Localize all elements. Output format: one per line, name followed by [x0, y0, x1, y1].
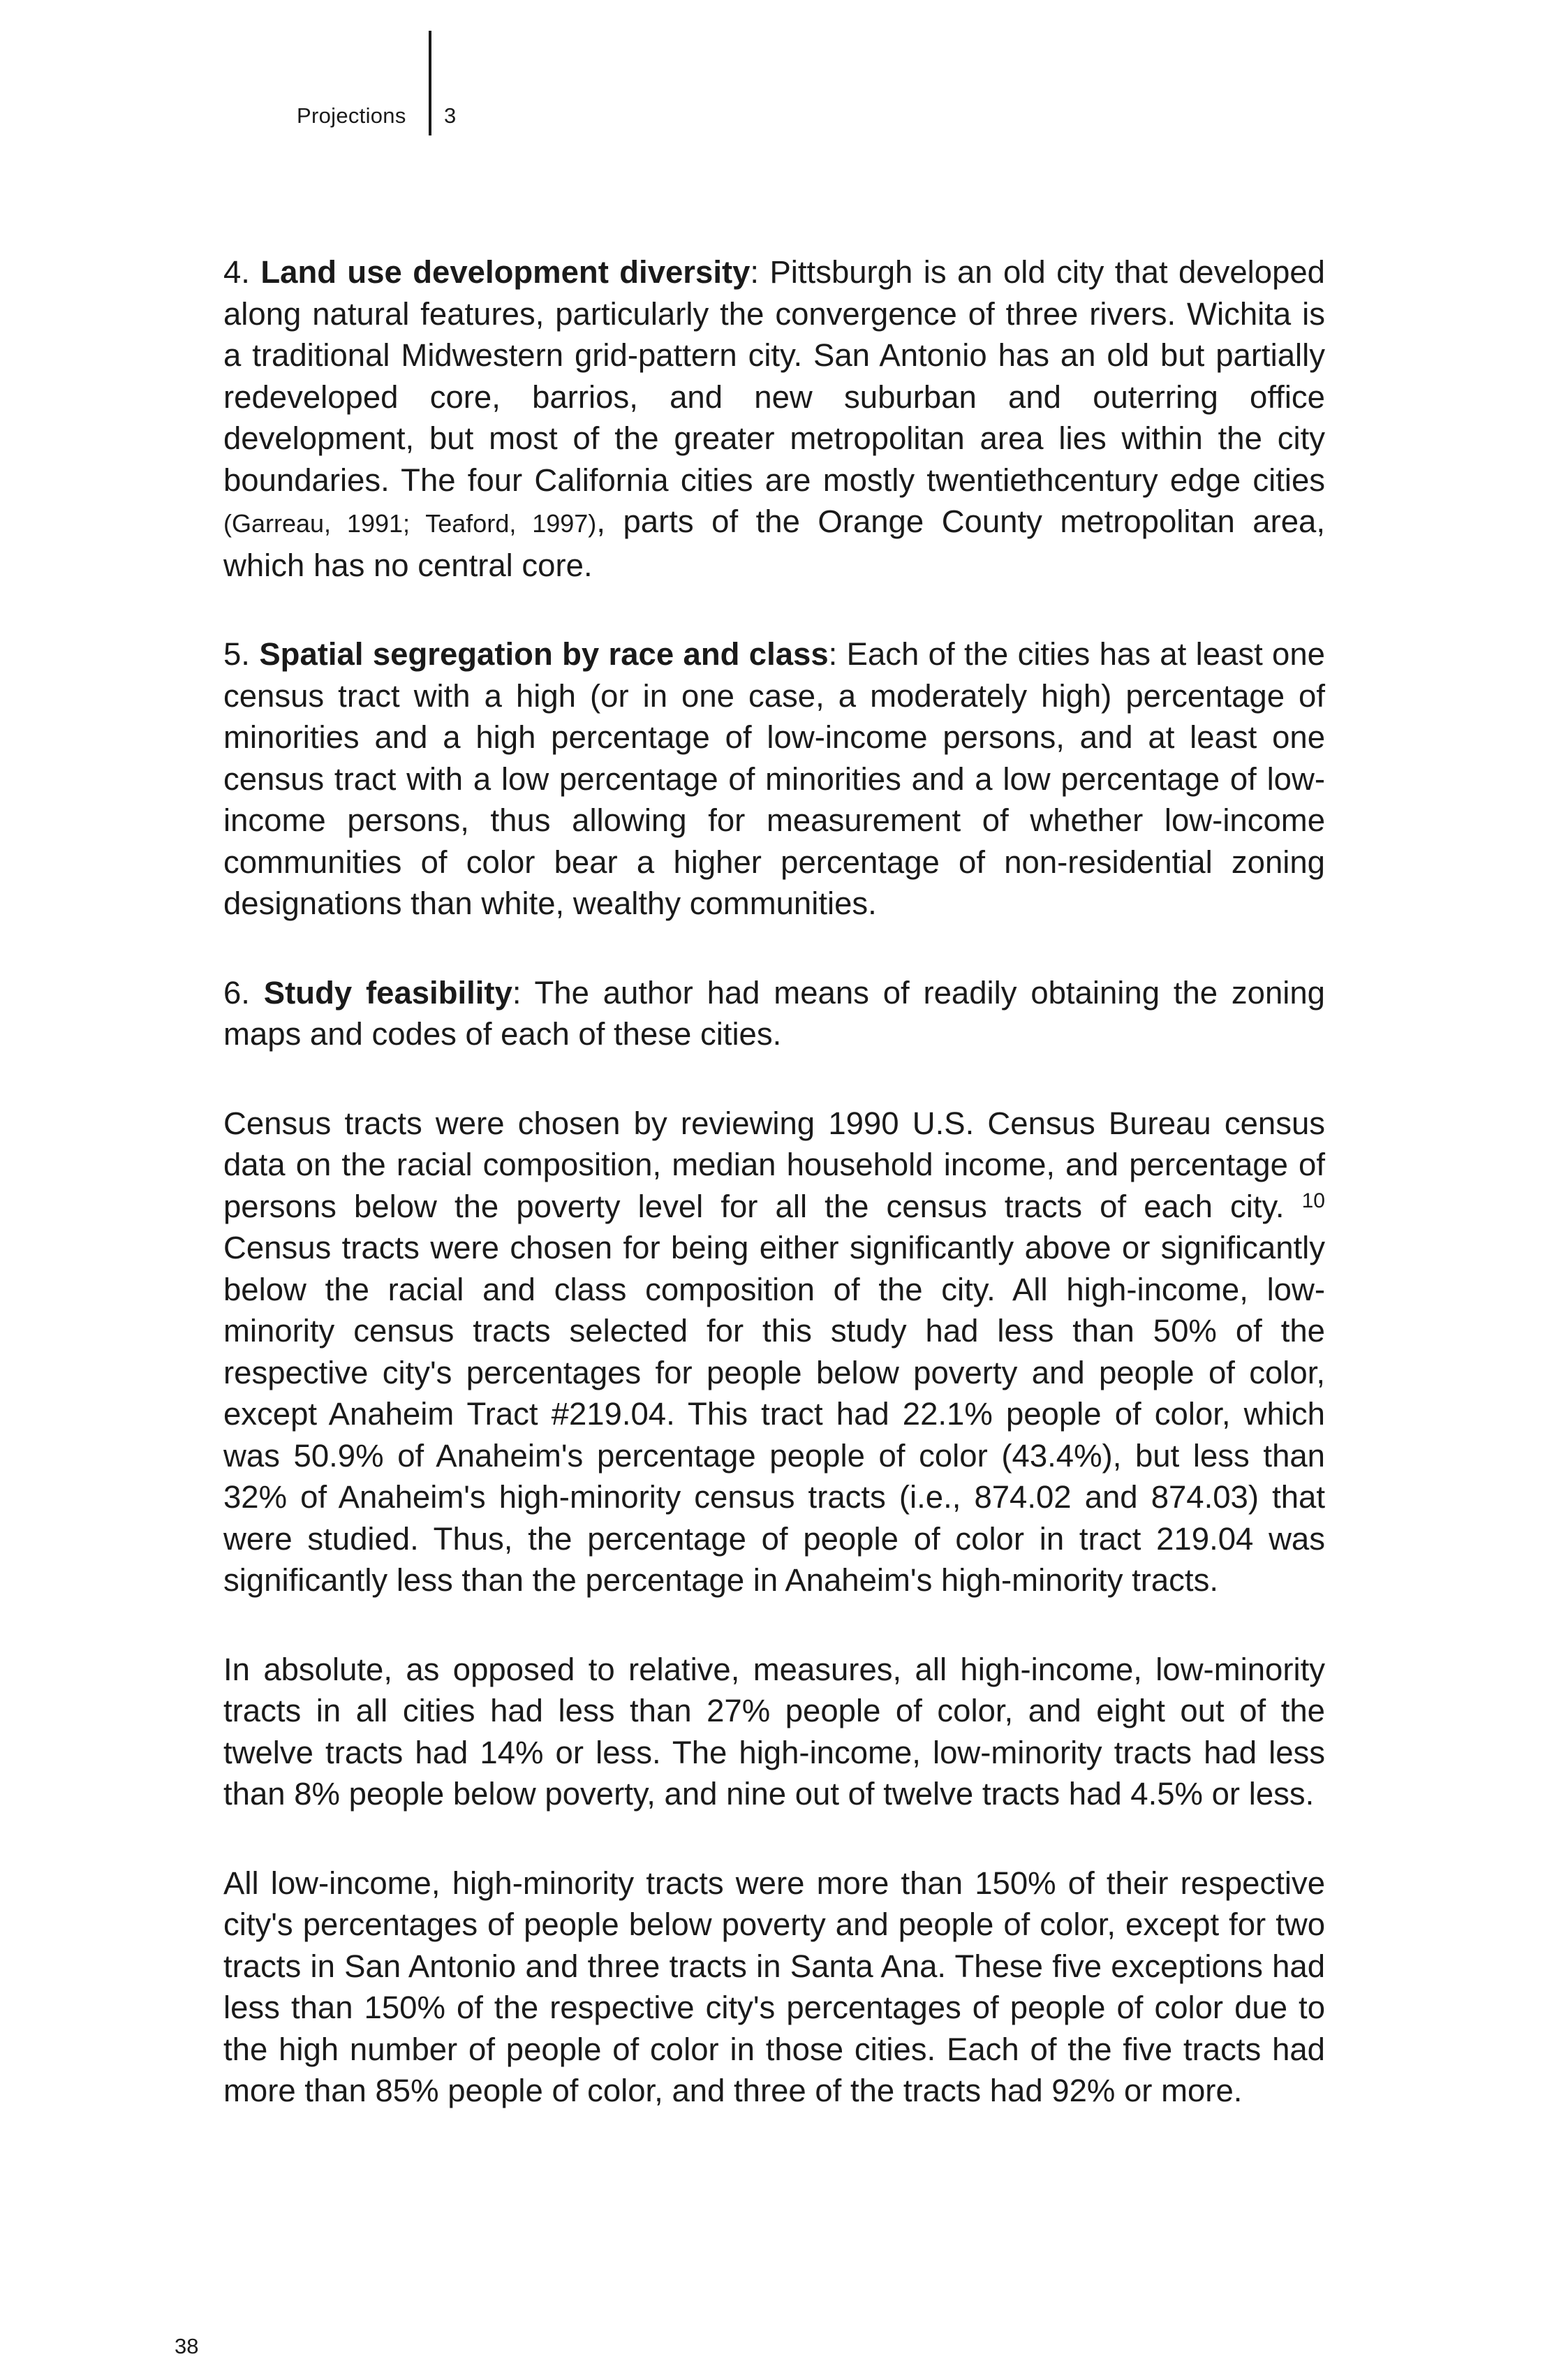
list-item-heading: Study feasibility: [263, 974, 512, 1011]
list-item-heading: Spatial segregation by race and class: [259, 636, 829, 672]
running-head-title: Projections: [297, 103, 406, 128]
paragraph-census-tracts: [223, 1103, 1325, 1601]
list-item-5: [223, 633, 1325, 925]
citation: (Garreau, 1991; Teaford, 1997): [223, 509, 597, 538]
running-head-folio: 3: [444, 103, 457, 128]
paragraph-absolute-measures: In absolute, as opposed to relative, measures, all high-income, low-minority tracts in all cities had less than 27% people of color, and eight out of the twelve tracts had 14% or less. The high-income, low-minority tracts had less than 8% people below poverty, and nine out of twelve tracts had 4.5% or less.: [223, 1651, 1325, 1812]
list-item-number: 4.: [223, 254, 250, 290]
paragraph-low-income-tracts: All low-income, high-minority tracts were more than 150% of their respective city's percentages of people below poverty and people of color, except for two tracts in San Antonio and three tracts in Santa Ana. These five exceptions had less than 150% of the respective city's percentages of people of color due to the high number of people of color in those cities. Each of the five tracts had more than 85% people of color, and three of the tracts had 92% or more.: [223, 1865, 1325, 2108]
page-body: [223, 251, 1325, 2159]
list-item-number: 5.: [223, 636, 250, 672]
footnote-reference[interactable]: 10: [1301, 1189, 1325, 1212]
list-item-number: 6.: [223, 974, 250, 1011]
list-item-text: : The author had means of readily obtaining the zoning maps and codes of each of these cities.: [223, 974, 1325, 1052]
page-number: 38: [175, 2334, 199, 2358]
list-item-text: : Pittsburgh is an old city that developed along natural features, particularly the convergence of three rivers. Wichita is a traditional Midwestern grid-pattern city. San Antonio has an old but partially redeveloped core, barrios, and new suburban and outerring office development, but most of the greater metropolitan area lies within the city boundaries. The four California cities are mostly twentiethcentury edge cities: [223, 254, 1325, 498]
list-item-text: : Each of the cities has at least one census tract with a high (or in one case, a moderately high) percentage of minorities and a high percentage of low-income persons, and at least one census tract with a low percentage of minorities and a low percentage of low-income persons, thus allowing for measurement of whether low-income communities of color bear a higher percentage of non-residential zoning designations than white, wealthy communities.: [223, 636, 1325, 921]
list-item-4: [223, 251, 1325, 586]
running-head-rule: [429, 31, 431, 135]
paragraph-text: Census tracts were chosen for being either significantly above or significantly below the racial and class composition of the city. All high-income, low-minority census tracts selected for this study had less than 50% of the respective city's percentages for people below poverty and people of color, except Anaheim Tract #219.04. This tract had 22.1% people of color, which was 50.9% of Anaheim's percentage people of color (43.4%), but less than 32% of Anaheim's high-minority census tracts (i.e., 874.02 and 874.03) that were studied. Thus, the percentage of people of color in tract 219.04 was significantly less than the percentage in Anaheim's high-minority tracts.: [223, 1230, 1325, 1598]
list-item-text: , parts of the Orange County metropolitan area, which has no central core.: [223, 504, 1325, 583]
list-item-6: [223, 972, 1325, 1055]
paragraph-text: Census tracts were chosen by reviewing 1990 U.S. Census Bureau census data on the racial composition, median household income, and percentage of persons below the poverty level for all the census tracts of each city.: [223, 1105, 1325, 1224]
list-item-heading: Land use development diversity: [260, 254, 751, 290]
